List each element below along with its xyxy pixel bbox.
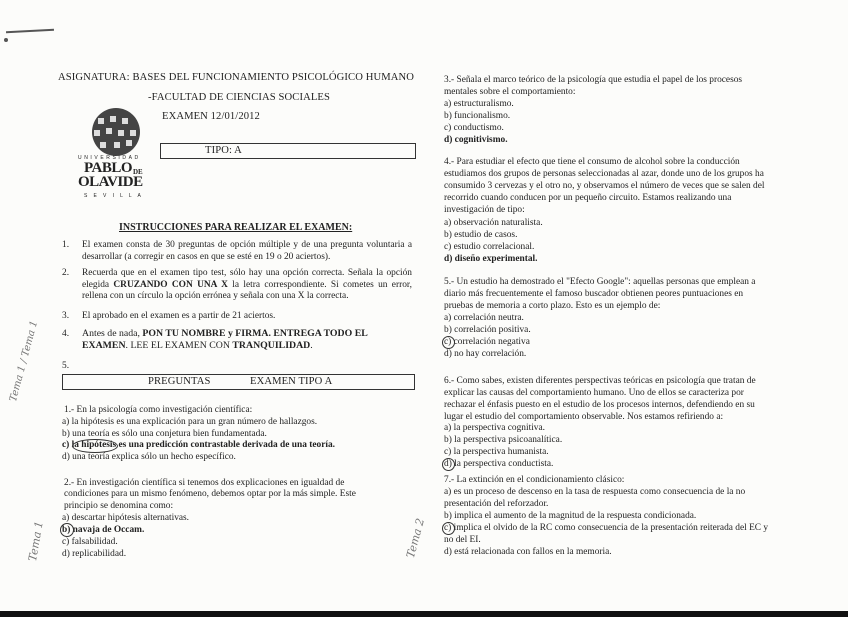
question-3-stem-1: 3.- Señala el marco teórico de la psicología que estudia el papel de los procesos: [444, 75, 743, 85]
question-1-option-a: a) la hipótesis es una explicación para un gran número de hallazgos.: [62, 417, 318, 427]
instruction-text-4: Antes de nada, PON TU NOMBRE y FIRMA. ENTREGA TODO EL EXAMEN. LEE EL EXAMEN CON TRANQUILIDAD.: [82, 328, 368, 351]
instruction-text-2: Recuerda que en el examen tipo test, sólo hay una opción correcta. Señala la opción elegida CRUZANDO CON UNA X la letra correspondiente. Si cometes un error, rellena con un círculo la opción errónea y señala con una X la correcta.: [82, 268, 412, 302]
subject-title: ASIGNATURA: BASES DEL FUNCIONAMIENTO PSICOLÓGICO HUMANO: [58, 72, 414, 83]
instruction-text-3: El aprobado en el examen es a partir de 21 aciertos.: [82, 311, 276, 321]
question-6-line-4: lugar el estudio del comportamiento observable. Nos estamos refiriendo a:: [444, 412, 724, 422]
question-6-option-d: d) la perspectiva conductista.: [444, 459, 554, 469]
question-4-line-1: 4.- Para estudiar el efecto que tiene el consumo de alcohol sobre la conducción: [444, 157, 740, 167]
question-2-stem-2: condiciones para un mismo fenómeno, debemos optar por la más simple. Este: [64, 489, 356, 499]
question-5-line-3: pruebas de memoria a corto plazo. Esto es un ejemplo de:: [444, 301, 661, 311]
margin-note: Tema 1: [26, 520, 46, 563]
logo-line2: OLAVIDE: [78, 174, 143, 190]
exam-type: TIPO: A: [205, 145, 242, 156]
question-4-option-b: b) estudio de casos.: [444, 230, 518, 240]
question-6-line-3: rechazar el énfasis puesto en el estudio de los procesos internos, defendiendo en su: [444, 400, 755, 410]
exam-date: EXAMEN 12/01/2012: [162, 111, 260, 122]
questions-bar-right: EXAMEN TIPO A: [250, 376, 333, 387]
question-7-line-5: c) implica el olvido de la RC como consecuencia de la presentación reiterada del EC y: [444, 523, 769, 533]
question-1-option-c: c) la hipótesis es una predicción contrastable derivada de una teoría.: [62, 440, 336, 450]
margin-note: Tema 2: [404, 516, 428, 560]
answer-circle: [72, 439, 118, 453]
question-2-option-c: c) falsabilidad.: [62, 537, 118, 547]
instructions-title: INSTRUCCIONES PARA REALIZAR EL EXAMEN:: [119, 222, 353, 233]
question-2-stem-1: 2.- En investigación científica si tenemos dos explicaciones en igualdad de: [64, 478, 345, 488]
question-5-option-b: b) correlación positiva.: [444, 325, 531, 335]
question-6-line-1: 6.- Como sabes, existen diferentes perspectivas teóricas en psicología que tratan de: [444, 376, 756, 386]
answer-circle: [60, 523, 74, 537]
exam-type-box: [160, 143, 416, 159]
question-3-stem-2: mentales sobre el comportamiento:: [444, 87, 576, 97]
logo-bottom-text: S E V I L L A: [84, 193, 144, 199]
scan-mark: [6, 29, 54, 34]
questions-bar: [62, 374, 415, 390]
question-6-option-a: a) la perspectiva cognitiva.: [444, 423, 545, 433]
question-1-stem: 1.- En la psicología como investigación científica:: [64, 405, 253, 415]
scan-border: [0, 611, 848, 617]
question-4-option-a: a) observación naturalista.: [444, 218, 543, 228]
question-3-option-c: c) conductismo.: [444, 123, 504, 133]
question-1-option-d: d) una teoría explica sólo un hecho específico.: [62, 452, 236, 462]
question-4-line-3: consumido 3 cervezas y el otro no, y observamos el número de veces que se salen del: [444, 181, 765, 191]
question-4-line-2: estudiamos dos grupos de personas seleccionadas al azar, donde uno de los grupos ha: [444, 169, 764, 179]
questions-bar-left: PREGUNTAS: [148, 376, 211, 387]
instruction-num-2: 2.: [62, 268, 70, 278]
instruction-num-5: 5.: [62, 361, 70, 371]
question-5-option-a: a) correlación neutra.: [444, 313, 524, 323]
university-logo: [76, 106, 154, 202]
question-6-option-c: c) la perspectiva humanista.: [444, 447, 549, 457]
instruction-num-1: 1.: [62, 240, 70, 250]
logo-emblem-icon: [76, 106, 154, 158]
answer-circle: [442, 458, 455, 471]
answer-circle: [442, 336, 455, 349]
margin-note: Tema 1 / Tema 1: [8, 319, 41, 403]
question-3-option-b: b) funcionalismo.: [444, 111, 511, 121]
question-7-line-7: d) está relacionada con fallos en la memoria.: [444, 547, 612, 557]
instruction-num-3: 3.: [62, 311, 70, 321]
logo-de: DE: [133, 168, 143, 176]
question-4-option-c: c) estudio correlacional.: [444, 242, 535, 252]
answer-circle: [442, 522, 455, 535]
question-3-option-a: a) estructuralismo.: [444, 99, 514, 109]
question-5-line-2: diario más frecuentemente el famoso buscador obtienen peores puntuaciones en: [444, 289, 744, 299]
question-1-option-b: b) una teoría es sólo una conjetura bien fundamentada.: [62, 429, 267, 439]
question-2-option-a: a) descartar hipótesis alternativas.: [62, 513, 190, 523]
question-7-line-6: no del EI.: [444, 535, 481, 545]
question-6-option-b: b) la perspectiva psicoanalítica.: [444, 435, 563, 445]
question-4-line-4: recorrido cuando conducen por un pequeño circuito. Estamos realizando una: [444, 193, 732, 203]
faculty-title: -FACULTAD DE CIENCIAS SOCIALES: [148, 92, 330, 103]
question-3-option-d: d) cognitivismo.: [444, 135, 508, 145]
instruction-text-1: El examen consta de 30 preguntas de opción múltiple y de una pregunta voluntaria a desarrollar (a corregir en casos en que se esté en 19 o 20 aciertos).: [82, 240, 412, 262]
question-7-line-1: 7.- La extinción en el condicionamiento clásico:: [444, 475, 625, 485]
question-4-option-d: d) diseño experimental.: [444, 254, 538, 264]
question-7-line-4: b) implica el aumento de la magnitud de la respuesta condicionada.: [444, 511, 697, 521]
question-4-line-5: investigación de tipo:: [444, 205, 525, 215]
scan-mark: [4, 38, 8, 42]
question-2-stem-3: principio se denomina como:: [64, 501, 174, 511]
question-5-option-c: c) correlación negativa: [444, 337, 530, 347]
question-5-line-1: 5.- Un estudio ha demostrado el "Efecto Google": aquellas personas que emplean a: [444, 277, 756, 287]
logo-line1: PABLO: [84, 160, 133, 176]
question-2-option-b: b) navaja de Occam.: [62, 525, 145, 535]
logo-top-text: UNIVERSIDAD: [78, 155, 141, 161]
question-7-line-3: presentación del reforzador.: [444, 499, 549, 509]
question-6-line-2: explicar las causas del comportamiento humano. Uno de ellos se caracteriza por: [444, 388, 744, 398]
question-5-option-d: d) no hay correlación.: [444, 349, 527, 359]
question-2-option-d: d) replicabilidad.: [62, 549, 127, 559]
instruction-num-4: 4.: [62, 329, 70, 339]
question-7-line-2: a) es un proceso de descenso en la tasa de respuesta como consecuencia de la no: [444, 487, 746, 497]
